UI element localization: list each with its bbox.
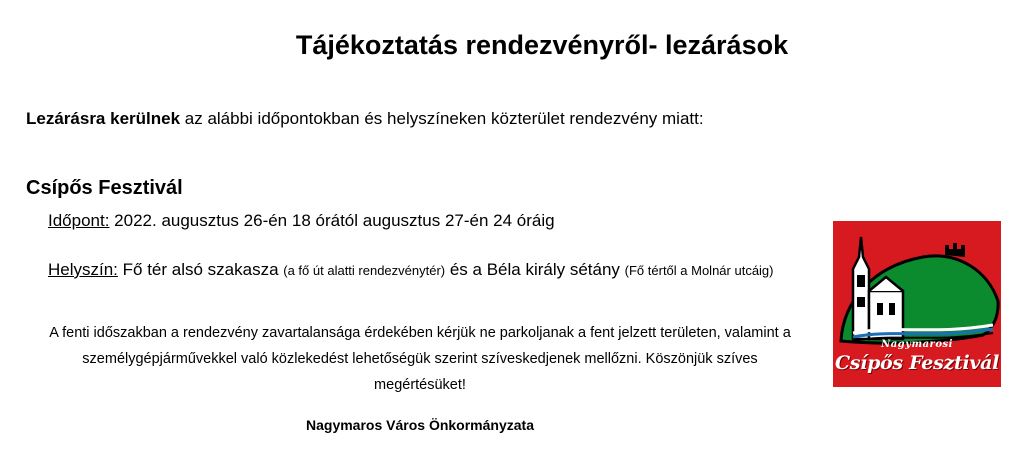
page-title: Tájékoztatás rendezvényről- lezárások (295, 30, 789, 60)
event-place-line (48, 257, 808, 284)
place-note-2: (Fő tértől a Molnár utcáig) (624, 263, 774, 278)
logo-name: Csípős Fesztivál (834, 352, 1000, 374)
castle-icon (945, 243, 965, 257)
logo-subtitle: Nagymarosi (881, 339, 953, 350)
festival-logo (833, 221, 1001, 387)
notice-paragraph: A fenti időszakban a rendezvény zavartalansága érdekében kérjük ne parkoljanak a fent jelzett területen, valamint a személygépjárművekkel való közlekedést lehetőségük szerint szíveskedjenek mellőzni. Köszönjük szíves megértésüket! (49, 325, 791, 393)
signature: Nagymaros Város Önkormányzata (306, 417, 534, 433)
place-note-1: (a fő út alatti rendezvénytér) (283, 263, 446, 278)
intro-text: az alábbi időpontokban és helyszíneken közterület rendezvény miatt: (180, 109, 704, 128)
church-icon (853, 237, 903, 339)
time-value: 2022. augusztus 26-én 18 órától augusztus 27-én 24 óráig (109, 211, 555, 230)
intro-paragraph (26, 109, 704, 129)
event-time-line (48, 211, 555, 231)
intro-bold-text: Lezárásra kerülnek (26, 109, 181, 128)
event-title: Csípős Fesztivál (26, 177, 183, 199)
time-label: Időpont: (48, 211, 110, 230)
place-part-1: Fő tér alsó szakasza (117, 260, 284, 279)
place-label: Helyszín: (48, 260, 118, 279)
place-part-2: és a Béla király sétány (445, 260, 625, 279)
